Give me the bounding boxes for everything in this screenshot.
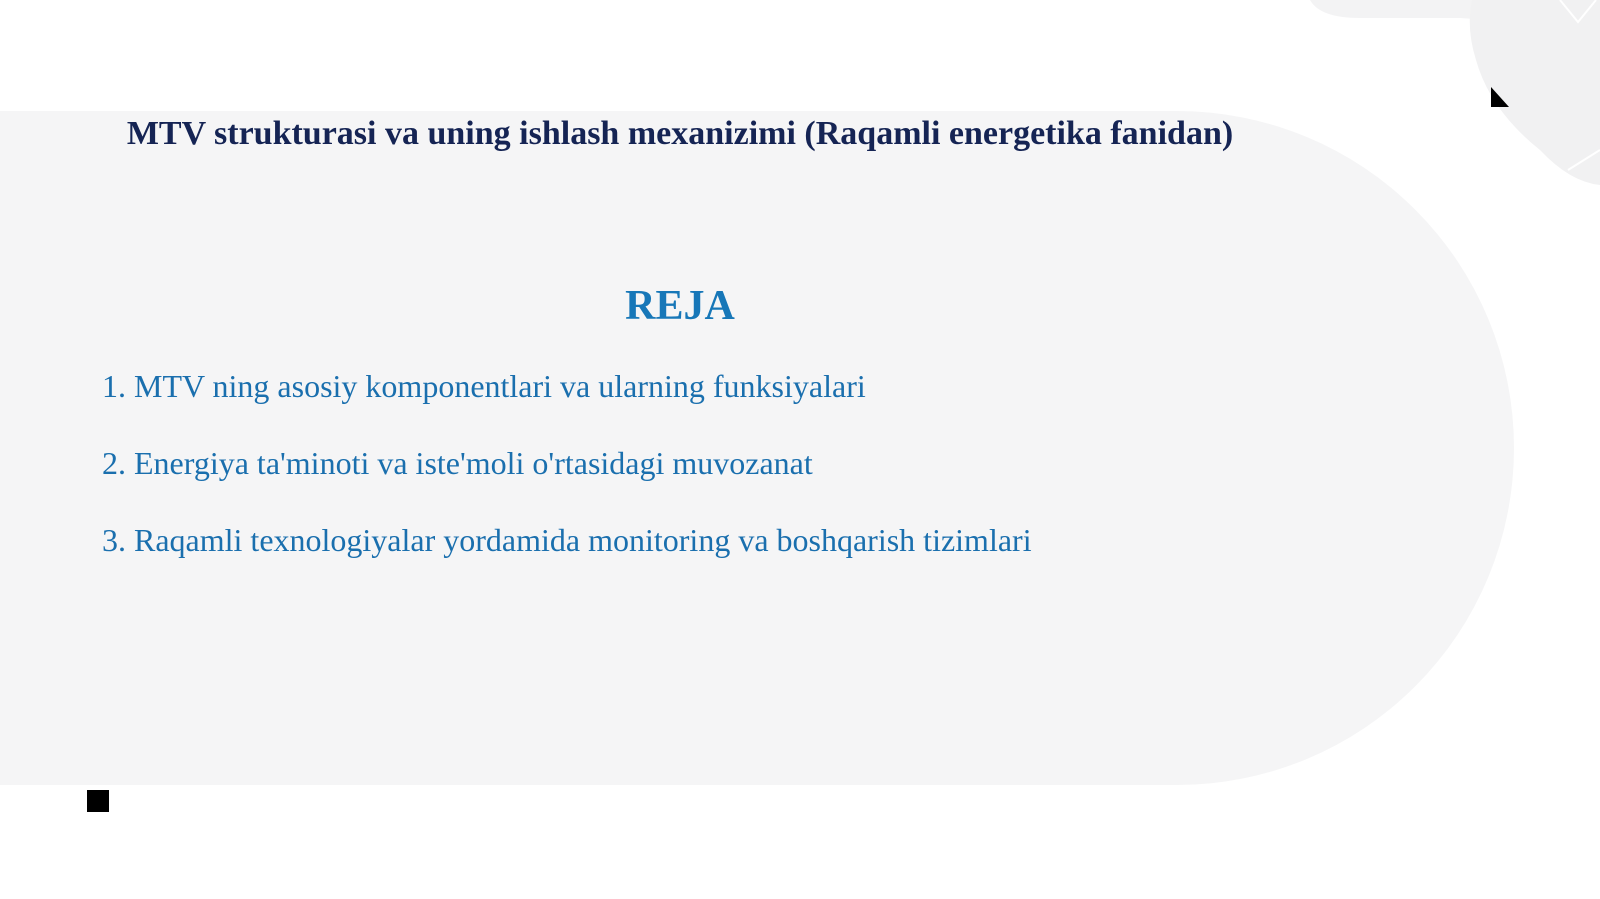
black-square-marker [87, 790, 109, 812]
plan-list [102, 366, 1032, 597]
plan-item-2: 2. Energiya ta'minoti va iste'moli o'rtasidagi muvozanat [102, 445, 813, 481]
plan-heading: REJA [625, 283, 735, 329]
mouse-pointer-icon [1490, 86, 1510, 108]
plan-item-1: 1. MTV ning asosiy komponentlari va ularning funksiyalari [102, 368, 866, 404]
slide-title: MTV strukturasi va uning ishlash mexanizimi (Raqamli energetika fanidan) [126, 115, 1234, 152]
plan-item-3: 3. Raqamli texnologiyalar yordamida monitoring va boshqarish tizimlari [102, 522, 1032, 558]
